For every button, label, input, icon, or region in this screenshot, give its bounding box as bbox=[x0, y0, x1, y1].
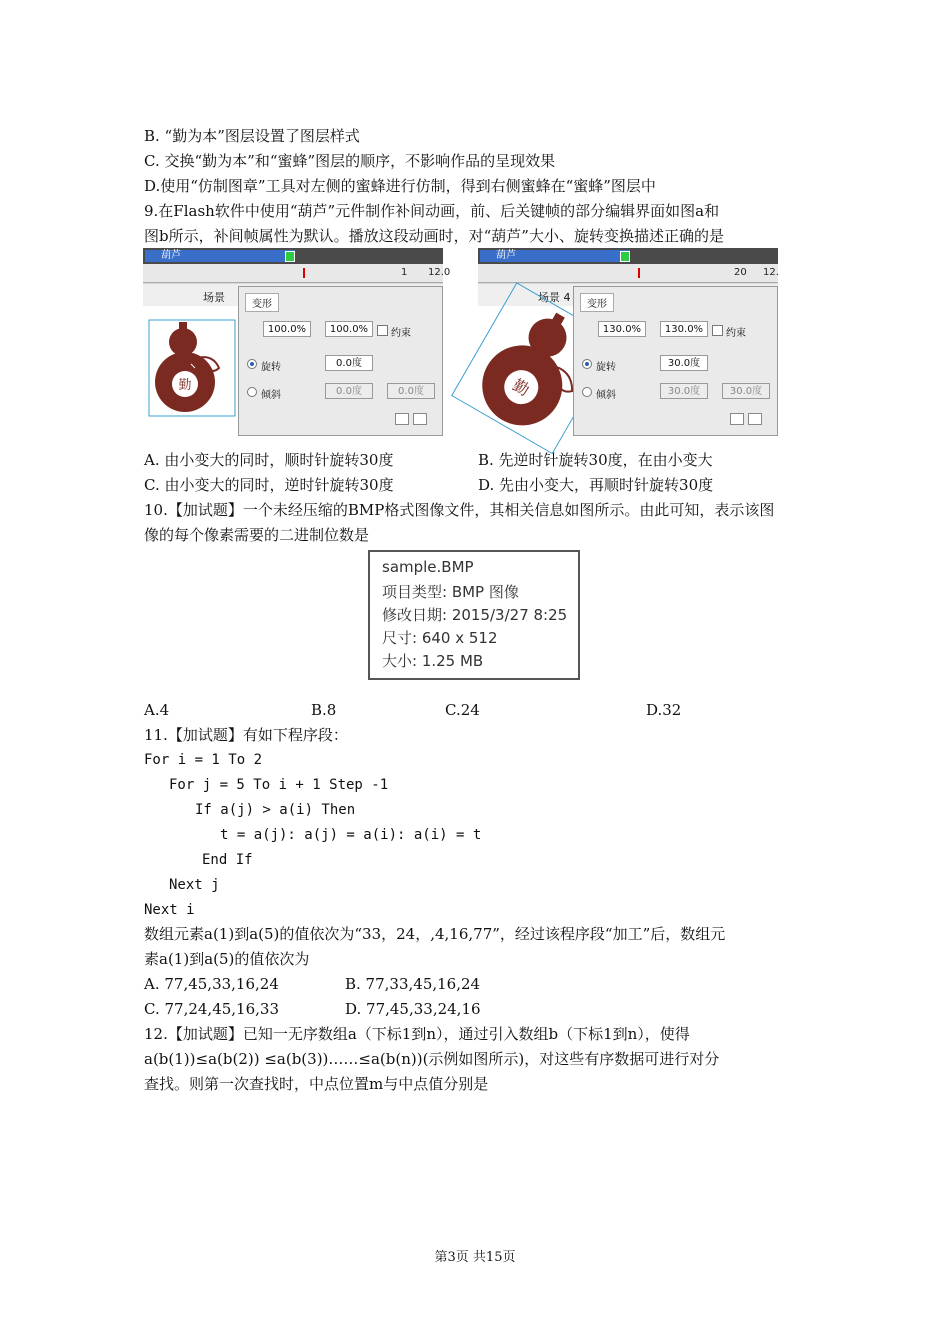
tab-transform[interactable]: 变形 bbox=[580, 293, 614, 312]
copy-transform-button[interactable] bbox=[395, 413, 409, 425]
scene-label: 场景 4 bbox=[538, 291, 571, 304]
q12-line3: 查找。则第一次查找时，中点位置m与中点值分别是 bbox=[144, 1075, 489, 1093]
q11-option-b: B. 77,33,45,16,24 bbox=[345, 975, 481, 993]
q9-option-b: B. 先逆时针旋转30度，在由小变大 bbox=[478, 451, 713, 469]
rotate-radio[interactable] bbox=[582, 359, 592, 369]
scene-label: 场景 bbox=[203, 291, 225, 304]
bmp-modified: 修改日期: 2015/3/27 8:25 bbox=[382, 606, 568, 624]
tab-transform[interactable]: 变形 bbox=[245, 293, 279, 312]
skew-label: 倾斜 bbox=[261, 390, 281, 401]
constrain-label: 约束 bbox=[391, 328, 411, 339]
rotate-field[interactable]: 0.0度 bbox=[325, 355, 373, 371]
q10-option-a: A.4 bbox=[144, 701, 170, 719]
code-line: Next i bbox=[144, 902, 195, 918]
bmp-filename: sample.BMP bbox=[382, 558, 474, 576]
constrain-checkbox[interactable] bbox=[712, 325, 723, 336]
q8-option-b: B. “勤为本”图层设置了图层样式 bbox=[144, 127, 360, 145]
code-line: If a(j) > a(i) Then bbox=[195, 802, 356, 818]
timeline-toolbar bbox=[143, 264, 443, 283]
q11-desc-line2: 素a(1)到a(5)的值依次为 bbox=[144, 950, 310, 968]
code-line: End If bbox=[202, 852, 253, 868]
reset-transform-button[interactable] bbox=[748, 413, 762, 425]
skew-radio[interactable] bbox=[247, 387, 257, 397]
stage-area bbox=[143, 306, 247, 436]
q9-option-c: C. 由小变大的同时，逆时针旋转30度 bbox=[144, 476, 394, 494]
q8-option-c: C. 交换“勤为本”和“蜜蜂”图层的顺序，不影响作品的呈现效果 bbox=[144, 152, 556, 170]
layer-name: 葫芦 bbox=[145, 250, 295, 262]
width-scale-field[interactable]: 100.0% bbox=[263, 321, 311, 337]
frame-number: 1 bbox=[401, 267, 408, 278]
constrain-label: 约束 bbox=[726, 328, 746, 339]
skew-h-field[interactable]: 30.0度 bbox=[660, 383, 708, 399]
rotate-radio[interactable] bbox=[247, 359, 257, 369]
frame-number: 20 bbox=[734, 267, 747, 278]
q9-stem-line1: 9.在Flash软件中使用“葫芦”元件制作补间动画，前、后关键帧的部分编辑界面如图a和 bbox=[144, 202, 720, 220]
code-line: For j = 5 To i + 1 Step -1 bbox=[169, 777, 389, 793]
bmp-info-box bbox=[368, 550, 580, 680]
page-footer: 第3页 共15页 bbox=[434, 1250, 516, 1265]
playhead-marker bbox=[638, 268, 640, 278]
stage-area bbox=[478, 306, 582, 436]
skew-v-field[interactable]: 30.0度 bbox=[722, 383, 770, 399]
bmp-type: 项目类型: BMP 图像 bbox=[382, 583, 519, 601]
q9-option-d: D. 先由小变大，再顺时针旋转30度 bbox=[478, 476, 714, 494]
q10-option-b: B.8 bbox=[311, 701, 337, 719]
rotate-label: 旋转 bbox=[596, 362, 616, 373]
gourd-symbol-icon bbox=[143, 306, 247, 436]
copy-transform-button[interactable] bbox=[730, 413, 744, 425]
skew-h-field[interactable]: 0.0度 bbox=[325, 383, 373, 399]
transform-panel bbox=[573, 286, 778, 436]
q11-stem: 11.【加试题】有如下程序段： bbox=[144, 726, 348, 744]
q10-option-c: C.24 bbox=[445, 701, 480, 719]
q9-stem-line2: 图b所示，补间帧属性为默认。播放这段动画时，对“葫芦”大小、旋转变换描述正确的是 bbox=[144, 227, 724, 245]
layer-color-icon bbox=[620, 251, 630, 262]
layer-name: 葫芦 bbox=[480, 250, 630, 262]
q11-option-c: C. 77,24,45,16,33 bbox=[144, 1000, 279, 1018]
q9-option-a: A. 由小变大的同时，顺时针旋转30度 bbox=[144, 451, 394, 469]
timeline-toolbar bbox=[478, 264, 778, 283]
height-scale-field[interactable]: 100.0% bbox=[325, 321, 373, 337]
skew-label: 倾斜 bbox=[596, 390, 616, 401]
constrain-checkbox[interactable] bbox=[377, 325, 388, 336]
q10-stem-line2: 像的每个像素需要的二进制位数是 bbox=[144, 526, 370, 544]
height-scale-field[interactable]: 130.0% bbox=[660, 321, 708, 337]
bmp-filesize: 大小: 1.25 MB bbox=[382, 652, 484, 670]
q12-line1: 12.【加试题】已知一无序数组a（下标1到n），通过引入数组b（下标1到n），使得 bbox=[144, 1025, 690, 1043]
q10-stem-line1: 10.【加试题】一个未经压缩的BMP格式图像文件，其相关信息如图所示。由此可知，表示该图 bbox=[144, 501, 775, 519]
playhead-marker bbox=[303, 268, 305, 278]
q12-line2: a(b(1))≤a(b(2)) ≤a(b(3))……≤a(b(n))(示例如图所示)，对这些有序数据可进行对分 bbox=[144, 1050, 720, 1068]
gourd-char: 勤 bbox=[509, 375, 533, 400]
q10-option-d: D.32 bbox=[646, 701, 682, 719]
width-scale-field[interactable]: 130.0% bbox=[598, 321, 646, 337]
gourd-symbol-icon bbox=[478, 306, 582, 436]
skew-radio[interactable] bbox=[582, 387, 592, 397]
transform-panel bbox=[238, 286, 443, 436]
code-line: Next j bbox=[169, 877, 220, 893]
flash-panel-b bbox=[478, 248, 778, 436]
q11-option-a: A. 77,45,33,16,24 bbox=[144, 975, 279, 993]
frame-rate: 12.0 bbox=[428, 267, 451, 278]
rotate-field[interactable]: 30.0度 bbox=[660, 355, 708, 371]
frame-rate: 12. bbox=[763, 267, 779, 278]
layer-color-icon bbox=[285, 251, 295, 262]
q11-desc-line1: 数组元素a(1)到a(5)的值依次为“33，24，,4,16,77”，经过该程序段“加工”后，数组元 bbox=[144, 925, 726, 943]
q11-option-d: D. 77,45,33,24,16 bbox=[345, 1000, 481, 1018]
gourd-char: 勤 bbox=[178, 378, 192, 393]
reset-transform-button[interactable] bbox=[413, 413, 427, 425]
code-line: For i = 1 To 2 bbox=[144, 752, 263, 768]
q8-option-d: D.使用“仿制图章”工具对左侧的蜜蜂进行仿制，得到右侧蜜蜂在“蜜蜂”图层中 bbox=[144, 177, 656, 195]
skew-v-field[interactable]: 0.0度 bbox=[387, 383, 435, 399]
code-line: t = a(j): a(j) = a(i): a(i) = t bbox=[220, 827, 482, 843]
flash-panel-a bbox=[143, 248, 451, 436]
bmp-dimensions: 尺寸: 640 x 512 bbox=[382, 629, 498, 647]
rotate-label: 旋转 bbox=[261, 362, 281, 373]
